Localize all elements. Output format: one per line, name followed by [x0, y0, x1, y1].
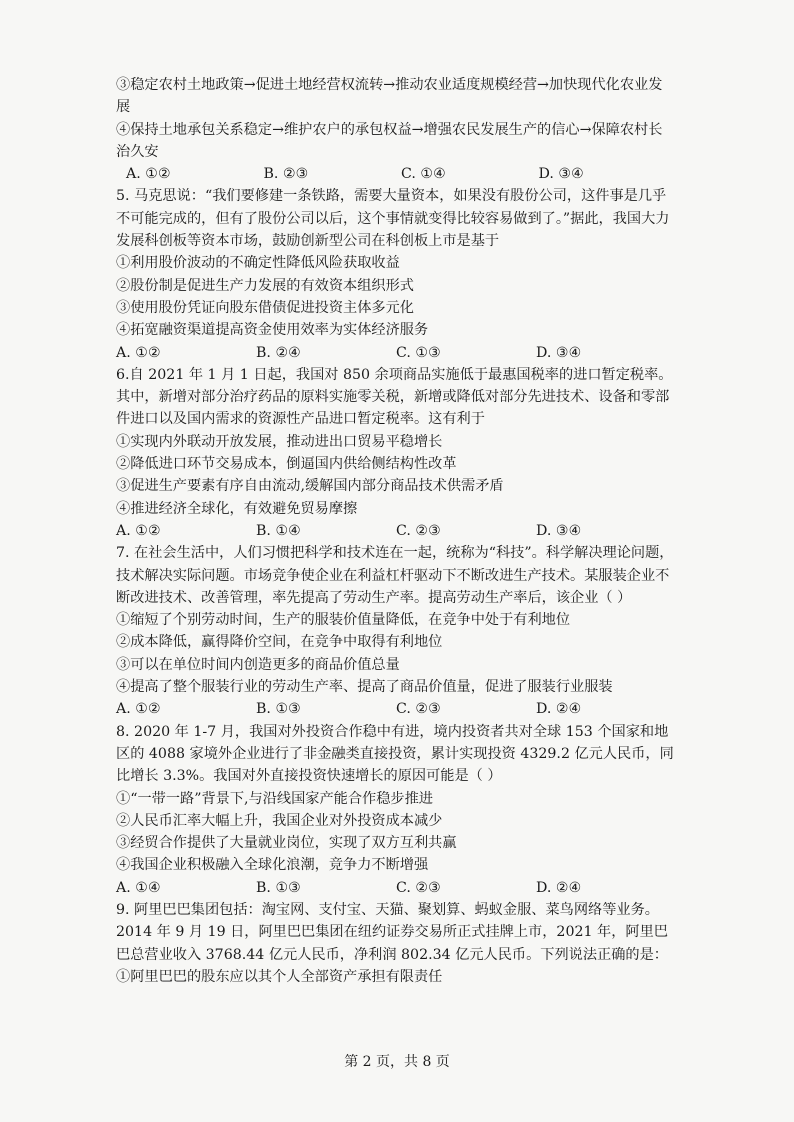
q8-options: [116, 877, 676, 899]
q5-statement-2: ②股份制是促进生产力发展的有效资本组织形式: [116, 277, 414, 294]
q7-statement-3: ③可以在单位时间内创造更多的商品价值总量: [116, 656, 400, 673]
q8-option-b: B. ①③: [256, 879, 301, 896]
q9-statement-1: ①阿里巴巴的股东应以其个人全部资产承担有限责任: [116, 968, 443, 985]
q6-statement-4: ④推进经济全球化，有效避免贸易摩擦: [116, 500, 358, 517]
q6-option-a: A. ①②: [116, 522, 161, 539]
page-number-footer: 第 2 页，共 8 页: [344, 1054, 450, 1070]
q5-option-d: D. ③④: [536, 344, 582, 361]
q4-options: [116, 163, 676, 185]
q7-option-a: A. ①②: [116, 701, 161, 718]
q8-option-c: C. ②③: [396, 879, 441, 896]
q6-option-c: C. ②③: [396, 522, 441, 539]
q5-option-a: A. ①②: [116, 344, 161, 361]
q6-statement-3: ③促进生产要素有序自由流动,缓解国内部分商品技术供需矛盾: [116, 478, 504, 495]
q9-stem: 9. 阿里巴巴集团包括：淘宝网、支付宝、天猫、聚划算、蚂蚁金服、菜鸟网络等业务。2014 年 9 月 19 日，阿里巴巴集团在纽约证券交易所正式挂牌上市，2021 年，阿里巴巴总营业收入 3768.44 亿元人民币，净利润 802.34 亿元人民币。下列说法正确的是：: [116, 901, 668, 963]
q4-statement-3: ③稳定农村土地政策→促进土地经营权流转→推动农业适度规模经营→加快现代化农业发展: [116, 77, 663, 116]
q6-stem: 6.自 2021 年 1 月 1 日起，我国对 850 余项商品实施低于最惠国税率的进口暂定税率。其中，新增对部分治疗药品的原料实施零关税，新增或降低对部分先进技术、设备和零部件进口以及国内需求的资源性产品进口暂定税率。这有利于: [116, 366, 673, 428]
q4-option-c: C. ①④: [401, 166, 446, 183]
q4-option-a: A. ①②: [126, 166, 171, 183]
q8-option-d: D. ②④: [536, 879, 582, 896]
q5-option-c: C. ①③: [396, 344, 441, 361]
q4-option-b: B. ②③: [263, 166, 309, 183]
q7-statement-2: ②成本降低，赢得降价空间，在竞争中取得有利地位: [116, 634, 443, 651]
q7-statement-4: ④提高了整个服装行业的劳动生产率、提高了商品价值量，促进了服装行业服装: [116, 679, 613, 696]
q8-stem: 8. 2020 年 1-7 月，我国对外投资合作稳中有进，境内投资者共对全球 153 个国家和地区的 4088 家境外企业进行了非金融类直接投资，累计实现投资 4329.2 亿元人民币，同比增长 3.3%。我国对外直接投资快速增长的原因可能是（ ）: [116, 723, 674, 785]
q5-statement-3: ③使用股份凭证向股东借债促进投资主体多元化: [116, 299, 414, 316]
q4-statement-4: ④保持土地承包关系稳定→维护农户的承包权益→增强农民发展生产的信心→保障农村长治久安: [116, 121, 663, 160]
q7-options: [116, 698, 676, 720]
q7-option-b: B. ①③: [256, 701, 301, 718]
q8-statement-3: ③经贸合作提供了大量就业岗位，实现了双方互利共赢: [116, 835, 457, 852]
q7-option-c: C. ②③: [396, 701, 441, 718]
q6-statement-1: ①实现内外联动开放发展，推动进出口贸易平稳增长: [116, 433, 443, 450]
q8-option-a: A. ①④: [116, 879, 161, 896]
q7-statement-1: ①缩短了个别劳动时间，生产的服装价值量降低，在竞争中处于有利地位: [116, 612, 571, 629]
q7-option-d: D. ②④: [536, 701, 582, 718]
q5-statement-1: ①利用股价波动的不确定性降低风险获取收益: [116, 255, 400, 272]
q7-stem: 7. 在社会生活中，人们习惯把科学和技术连在一起，统称为“科技”。科学解决理论问题，技术解决实际问题。市场竞争使企业在利益杠杆驱动下不断改进生产技术。某服装企业不断改进技术、改善管理，率先提高了劳动生产率。提高劳动生产率后，该企业（ ）: [116, 545, 674, 606]
q6-statement-2: ②降低进口环节交易成本，倒逼国内供给侧结构性改革: [116, 456, 457, 473]
q5-stem: 5. 马克思说：“我们要修建一条铁路，需要大量资本，如果没有股份公司，这件事是几乎不可能完成的，但有了股份公司以后，这个事情就变得比较容易做到了。”据此，我国大力发展科创板等资本市场，鼓励创新型公司在科创板上市是基于: [116, 188, 670, 250]
q8-statement-4: ④我国企业积极融入全球化浪潮，竞争力不断增强: [116, 857, 429, 874]
q8-statement-1: ①“一带一路”背景下,与沿线国家产能合作稳步推进: [116, 790, 433, 807]
q5-options: [116, 342, 676, 364]
q8-statement-2: ②人民币汇率大幅上升，我国企业对外投资成本减少: [116, 812, 443, 829]
question-content: [116, 74, 676, 988]
q6-option-b: B. ①④: [256, 522, 301, 539]
q4-option-d: D. ③④: [538, 166, 584, 183]
q6-option-d: D. ③④: [536, 522, 582, 539]
q6-options: [116, 520, 676, 542]
q5-option-b: B. ②④: [256, 344, 301, 361]
q5-statement-4: ④拓宽融资渠道提高资金使用效率为实体经济服务: [116, 322, 429, 339]
